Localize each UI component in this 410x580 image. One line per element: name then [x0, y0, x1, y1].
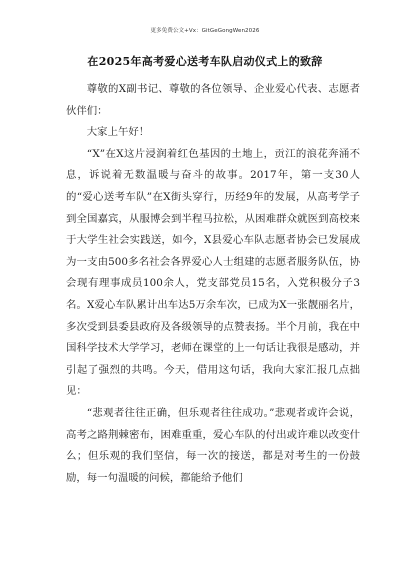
document-title: 在2025年高考爱心送考车队启动仪式上的致辞 [87, 55, 323, 68]
paragraph-salutation: 尊敬的X副书记、尊敬的各位领导、企业爱心代表、志愿者伙伴们： [66, 83, 360, 117]
document-body [66, 79, 360, 489]
header-note: 更多免费公文+Vx：GitGeGongWen2026 [150, 28, 260, 34]
paragraph-greeting: 大家上午好！ [86, 126, 150, 139]
paragraph-first-point: “悲观者往往正确，但乐观者往往成功。”悲观者或许会说，高考之路荆棘密布，困难重重，爱心车队的付出或许难以改变什么；但乐观的我们坚信，每一次的接送，都是对考生的一份鼓励，每一句温暖的问候，都能给予他们 [66, 406, 360, 484]
paragraph-introduction: “X”在X这片浸润着红色基因的土地上，贡江的浪花奔涌不息，诉说着无数温暖与奋斗的故事。2017年，第一支30人的“爱心送考车队”在X街头穿行，历经9年的发展，从高考学子到全国嘉宾，从服博会到半程马拉松，从困难群众就医到高校来于大学生社会实践送，如今，X县爱心车队志愿者协会已发展成为一支由500多名社会各界爱心人士组建的志愿者服务队伍，协会现有理事成员100余人，党支部党员15名，入党积极分子3名。X爱心车队累计出车达5万余车次，已成为X一张靓丽名片，多次受到县委县政府及各级领导的点赞表扬。半个月前，我在中国科学技术大学学习，老师在课堂的上一句话让我很是感动，并引起了强烈的共鸣。今天，借用这句话，我向大家汇报几点拙见： [66, 147, 360, 398]
